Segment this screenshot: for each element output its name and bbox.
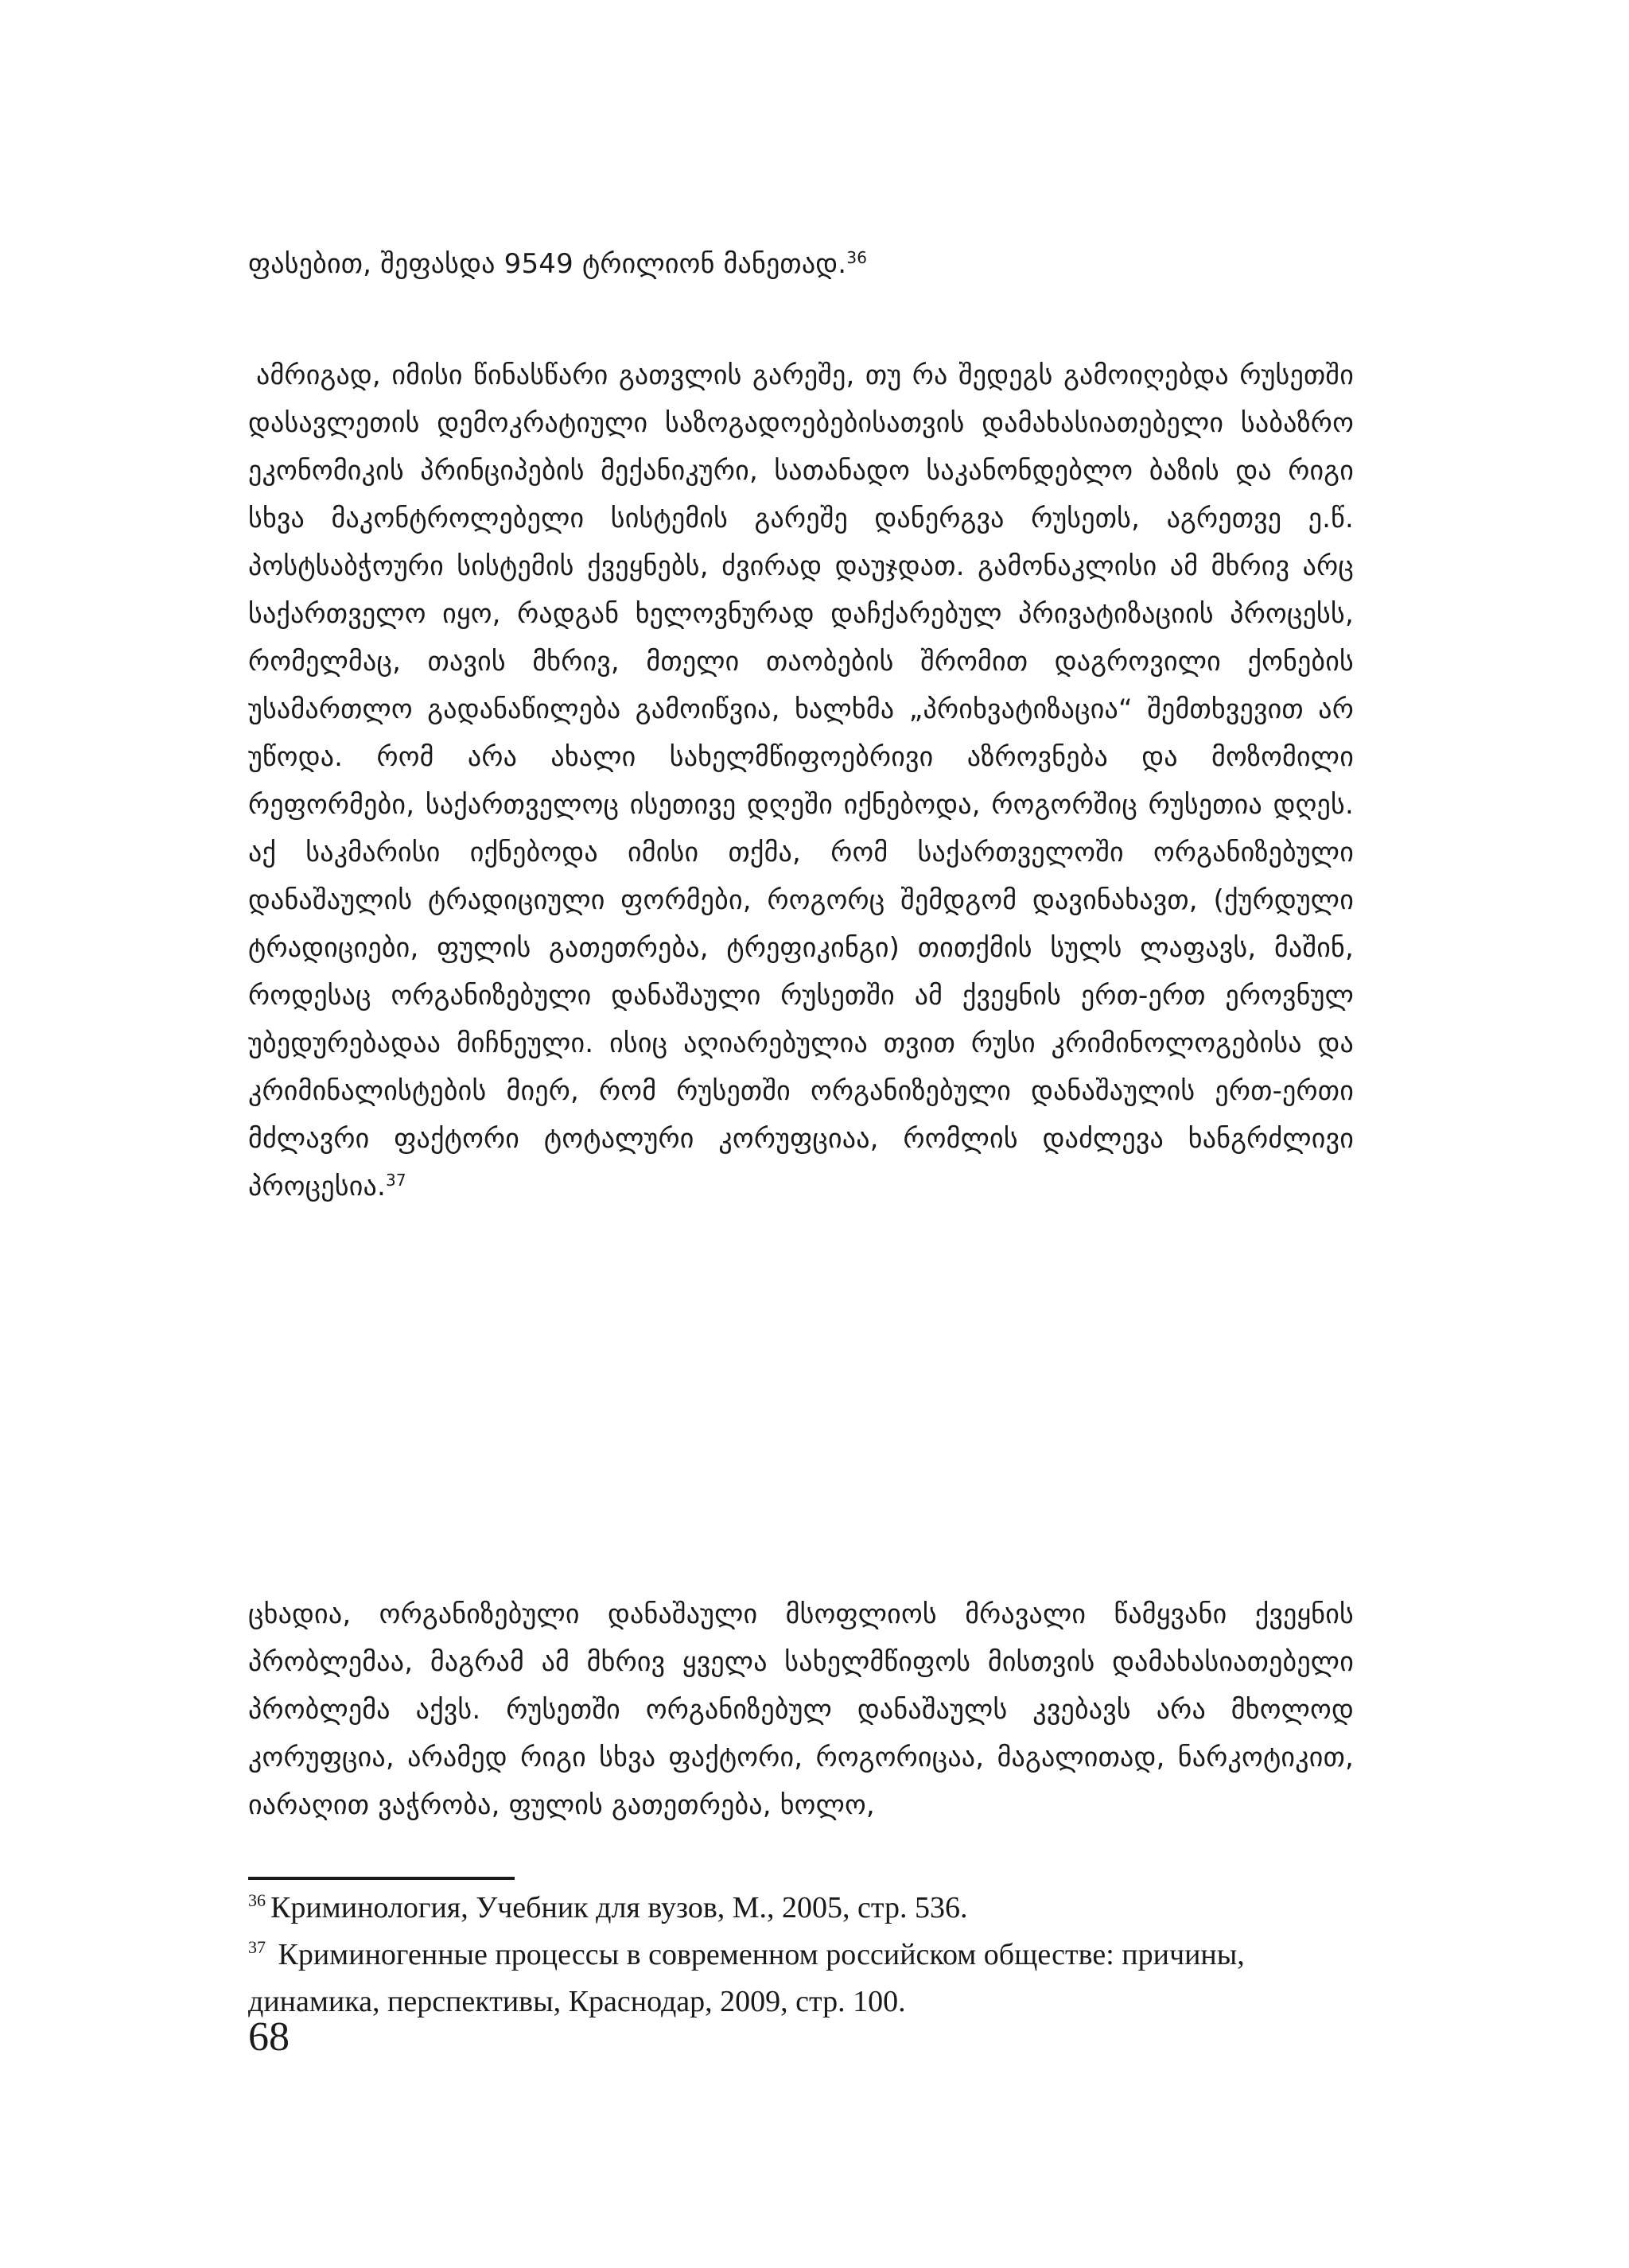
lead-line-text: ფასებით, შეფასდა 9549 ტრილიონ მანეთად. <box>248 248 847 280</box>
paragraph-1 <box>248 351 1354 1210</box>
footnote-36 <box>248 1886 1354 1933</box>
footnote-ref-36: 36 <box>846 248 868 267</box>
footnote-number: 37 <box>248 1937 266 1957</box>
lead-line <box>248 240 1354 288</box>
footnote-number: 36 <box>248 1890 266 1910</box>
paragraph-1-text: ამრიგად, იმისი წინასწარი გათვლის გარეშე, თუ რა შედეგს გამოიღებდა რუსეთში დასავლეთის დემოკრატიული საზოგადოებებისათვის დამახასიათებელი საბაზრო ეკონომიკის პრინციპების მექანიკური, სათანადო საკანონდებლო ბაზის და რიგი სხვა მაკონტროლებელი სისტემის გარეშე დანერგვა რუსეთს, აგრეთვე ე.წ. პოსტსაბჭოური სისტემის ქვეყნებს, ძვირად დაუჯდათ. გამონაკლისი ამ მხრივ არც საქართველო იყო, რადგან ხელოვნურად დაჩქარებულ პრივატიზაციის პროცესს, რომელმაც, თავის მხრივ, მთელი თაობების შრომით დაგროვილი ქონების უსამართლო გადანაწილება გამოიწვია, ხალხმა „პრიხვატიზაცია“ შემთხვევით არ უწოდა. რომ არა ახალი სახელმწიფოებრივი აზროვნება და მოზომილი რეფორმები, საქართველოც ისეთივე დღეში იქნებოდა, როგორშიც რუსეთია დღეს. აქ საკმარისი იქნებოდა იმისი თქმა, რომ საქართველოში ორგანიზებული დანაშაულის ტრადიციული ფორმები, როგორც შემდგომ დავინახავთ, (ქურდული ტრადიციები, ფულის გათეთრება, ტრეფიკინგი) თითქმის სულს ლაფავს, მაშინ, როდესაც ორგანიზებული დანაშაული რუსეთში ამ ქვეყნის ერთ-ერთ ეროვნულ უბედურებადაა მიჩნეული. ისიც აღიარებულია თვით რუსი კრიმინოლოგებისა და კრიმინალისტების მიერ, რომ რუსეთში ორგანიზებული დანაშაულის ერთ-ერთი მძლავრი ფაქტორი ტოტალური კორუფციაა, რომლის დაძლევა ხანგრძლივი პროცესია. <box>248 359 1354 1202</box>
paragraph-2 <box>248 1590 1354 1829</box>
footnote-separator <box>248 1877 515 1880</box>
footnote-ref-37: 37 <box>385 1171 406 1190</box>
page-number: 68 <box>248 2014 290 2060</box>
footnote-37 <box>248 1933 1354 2023</box>
paragraph-2-text: ცხადია, ორგანიზებული დანაშაული მსოფლიოს მრავალი წამყვანი ქვეყნის პრობლემაა, მაგრამ ამ მხრივ ყველა სახელმწიფოს მისთვის დამახასიათებელი პრობლემა აქვს. რუსეთში ორგანიზებულ დანაშაულს კვებავს არა მხოლოდ კორუფცია, არამედ რიგი სხვა ფაქტორი, როგორიცაა, მაგალითად, ნარკოტიკით, იარაღით ვაჭრობა, ფულის გათეთრება, ხოლო, <box>248 1598 1354 1821</box>
footnote-text: Криминология, Учебник для вузов, М., 2005, стр. 536. <box>270 1891 968 1924</box>
footnote-text: Криминогенные процессы в современном российском обществе: причины, динамика, перспективы, Краснодар, 2009, стр. 100. <box>248 1938 1245 2018</box>
footnotes <box>248 1886 1354 2023</box>
